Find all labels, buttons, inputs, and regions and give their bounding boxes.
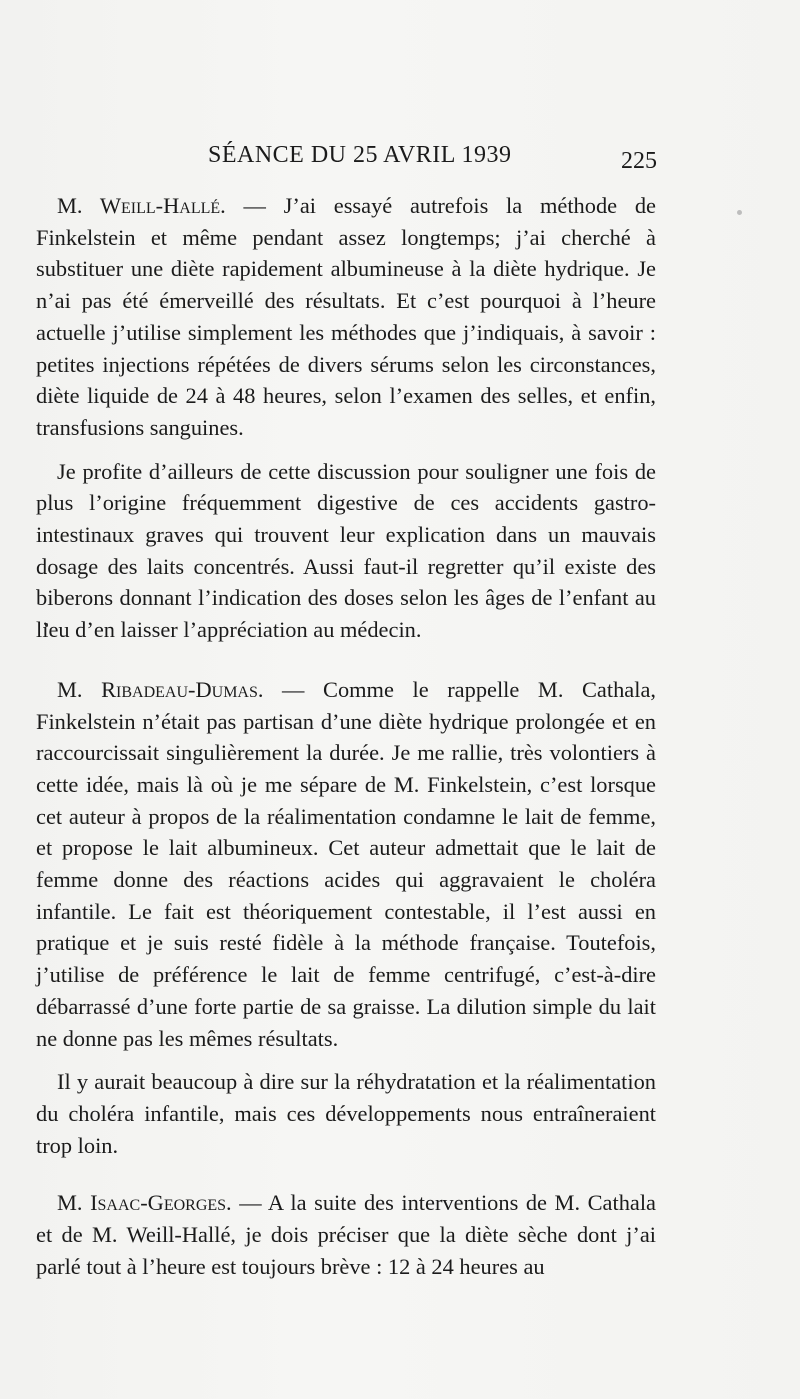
paragraph-ribadeau-dumas-continued [36, 1066, 656, 1161]
paragraph-isaac-georges [36, 1187, 656, 1282]
paragraph-ribadeau-dumas [36, 674, 656, 1054]
paragraph-text: Il y aurait beaucoup à dire sur la réhydratation et la réalimentation du choléra infantile, mais ces développements nous entraîneraient trop loin. [36, 1069, 656, 1158]
speaker-name: M. Ribadeau-Dumas. [57, 676, 264, 702]
paragraph-weill-halle-continued [36, 456, 656, 646]
paragraph-text: — J’ai essayé autrefois la méthode de Finkelstein et même pendant assez longtemps; j’ai cherché à substituer une diète rapidement albumineuse à la diète hydrique. Je n’ai pas été émerveillé des résultats. Et c’est pourquoi à l’heure actuelle j’utilise simplement les méthodes que j’indiquais, à savoir : petites injections répétées de divers sérums selon les circonstances, diète liquide de 24 à 48 heures, selon l’examen des selles, et enfin, transfusions sanguines. [36, 193, 656, 440]
paragraph-text: Je profite d’ailleurs de cette discussion pour souligner une fois de plus l’origine fréquemment digestive de ces accidents gastro-intestinaux graves qui trouvent leur explication dans un mauvais dosage des laits concentrés. Aussi faut-il regretter qu’il existe des biberons donnant l’indication des doses selon les âges de l’enfant au lieu d’en laisser l’appréciation au médecin. [36, 458, 656, 643]
speaker-name: M. Isaac-Georges. [57, 1190, 232, 1216]
paragraph-text: — A la suite des interventions de M. Cathala et de M. Weill-Hallé, je dois préciser que la diète sèche dont j’ai parlé tout à l’heure est toujours brève : 12 à 24 heures au [36, 1190, 656, 1279]
paragraph-text: — Comme le rappelle M. Cathala, Finkelstein n’était pas partisan d’une diète hydrique prolongée et en raccourcissait singulièrement la durée. Je me rallie, très volontiers à cette idée, mais là où je me sépare de M. Finkelstein, c’est lorsque cet auteur à propos de la réalimentation condamne le lait de femme, et propose le lait albumineux. Cet auteur admettait que le lait de femme donne des réactions acides qui aggravaient le choléra infantile. Le fait est théoriquement contestable, il l’est aussi en pratique et je suis resté fidèle à la méthode française. Toutefois, j’utilise de préférence le lait de femme centrifugé, c’est-à-dire débarrassé d’une forte partie de sa graisse. La dilution simple du lait ne donne pas les mêmes résultats. [36, 676, 656, 1051]
margin-speck [737, 210, 742, 215]
paragraph-weill-halle [36, 190, 656, 444]
page-number: 225 [621, 148, 657, 174]
speaker-name: M. Weill-Hallé. [57, 193, 226, 218]
body-text [36, 190, 656, 1283]
running-head: SÉANCE DU 25 AVRIL 1939 [208, 142, 512, 168]
